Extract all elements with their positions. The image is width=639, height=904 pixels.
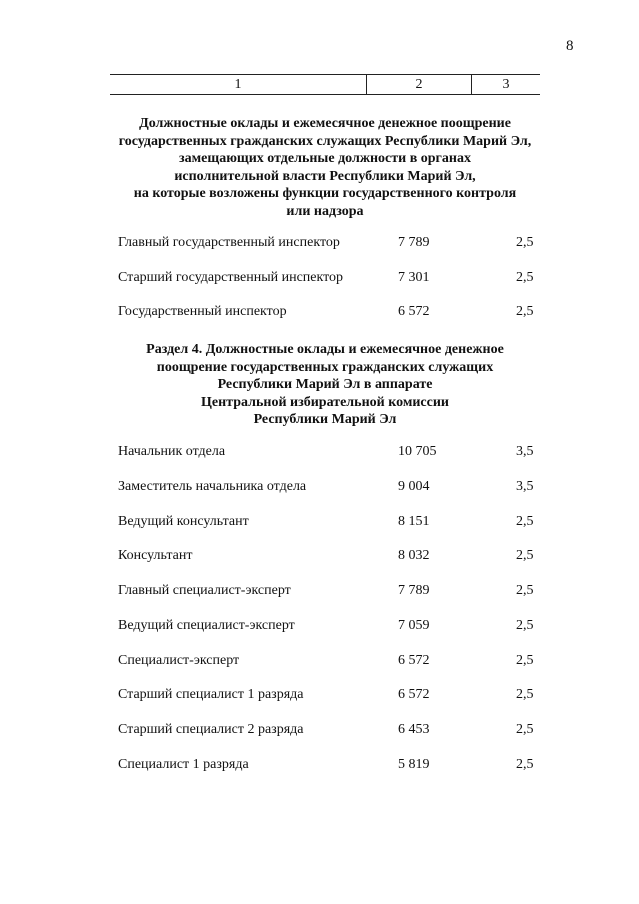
position-title: Главный специалист-эксперт (118, 583, 291, 598)
page-number: 8 (566, 38, 574, 54)
section-heading-control-supervision: Должностные оклады и ежемесячное денежное поощрение государственных гражданских служащих Республики Марий Эл, замещающих отдельные должности в органах исполнительной власти Республики Марий Эл, на которые возложены функции государственного контроля или надзора (118, 116, 532, 219)
bonus-coefficient: 2,5 (516, 270, 534, 285)
salary-value: 9 004 (398, 479, 430, 494)
bonus-coefficient: 3,5 (516, 479, 534, 494)
salary-value: 6 572 (398, 653, 430, 668)
salary-value: 6 453 (398, 722, 430, 737)
salary-value: 10 705 (398, 444, 437, 459)
position-title: Старший специалист 1 разряда (118, 687, 304, 702)
bonus-coefficient: 2,5 (516, 757, 534, 772)
salary-value: 7 301 (398, 270, 430, 285)
bonus-coefficient: 2,5 (516, 583, 534, 598)
position-title: Консультант (118, 548, 193, 563)
bonus-coefficient: 2,5 (516, 304, 534, 319)
salary-value: 8 032 (398, 548, 430, 563)
bonus-coefficient: 2,5 (516, 548, 534, 563)
column-number-2: 2 (366, 75, 471, 94)
bonus-coefficient: 2,5 (516, 618, 534, 633)
position-title: Ведущий специалист-эксперт (118, 618, 295, 633)
position-title: Ведущий консультант (118, 514, 249, 529)
position-title: Заместитель начальника отдела (118, 479, 307, 494)
table-row (118, 303, 548, 321)
table-row (118, 269, 548, 287)
table-row (118, 721, 548, 739)
table-row (118, 652, 548, 670)
bonus-coefficient: 2,5 (516, 235, 534, 250)
bonus-coefficient: 2,5 (516, 722, 534, 737)
position-title: Специалист 1 разряда (118, 757, 249, 772)
table-row (118, 686, 548, 704)
column-number-1: 1 (234, 77, 242, 92)
column-number-3: 3 (471, 75, 540, 94)
table-row (118, 547, 548, 565)
bonus-coefficient: 2,5 (516, 514, 534, 529)
salary-value: 7 789 (398, 583, 430, 598)
position-title: Старший государственный инспектор (118, 270, 344, 285)
table-row (118, 234, 548, 252)
table-row (118, 443, 548, 461)
table-row (118, 756, 548, 774)
salary-value: 5 819 (398, 757, 430, 772)
column-number-header (110, 74, 540, 95)
bonus-coefficient: 2,5 (516, 653, 534, 668)
salary-value: 8 151 (398, 514, 430, 529)
salary-value: 6 572 (398, 304, 430, 319)
position-title: Специалист-эксперт (118, 653, 240, 668)
position-title: Начальник отдела (118, 444, 226, 459)
bonus-coefficient: 2,5 (516, 687, 534, 702)
bonus-coefficient: 3,5 (516, 444, 534, 459)
table-row (118, 617, 548, 635)
position-title: Старший специалист 2 разряда (118, 722, 304, 737)
position-title: Государственный инспектор (118, 304, 287, 319)
table-row (118, 478, 548, 496)
table-row (118, 513, 548, 531)
position-title: Главный государственный инспектор (118, 235, 340, 250)
salary-value: 7 059 (398, 618, 430, 633)
table-row (118, 582, 548, 600)
section-heading-election-commission: Раздел 4. Должностные оклады и ежемесячное денежное поощрение государственных гражданских служащих Республики Марий Эл в аппарате Центральной избирательной комиссии Республики Марий Эл (146, 342, 504, 428)
salary-value: 6 572 (398, 687, 430, 702)
salary-value: 7 789 (398, 235, 430, 250)
